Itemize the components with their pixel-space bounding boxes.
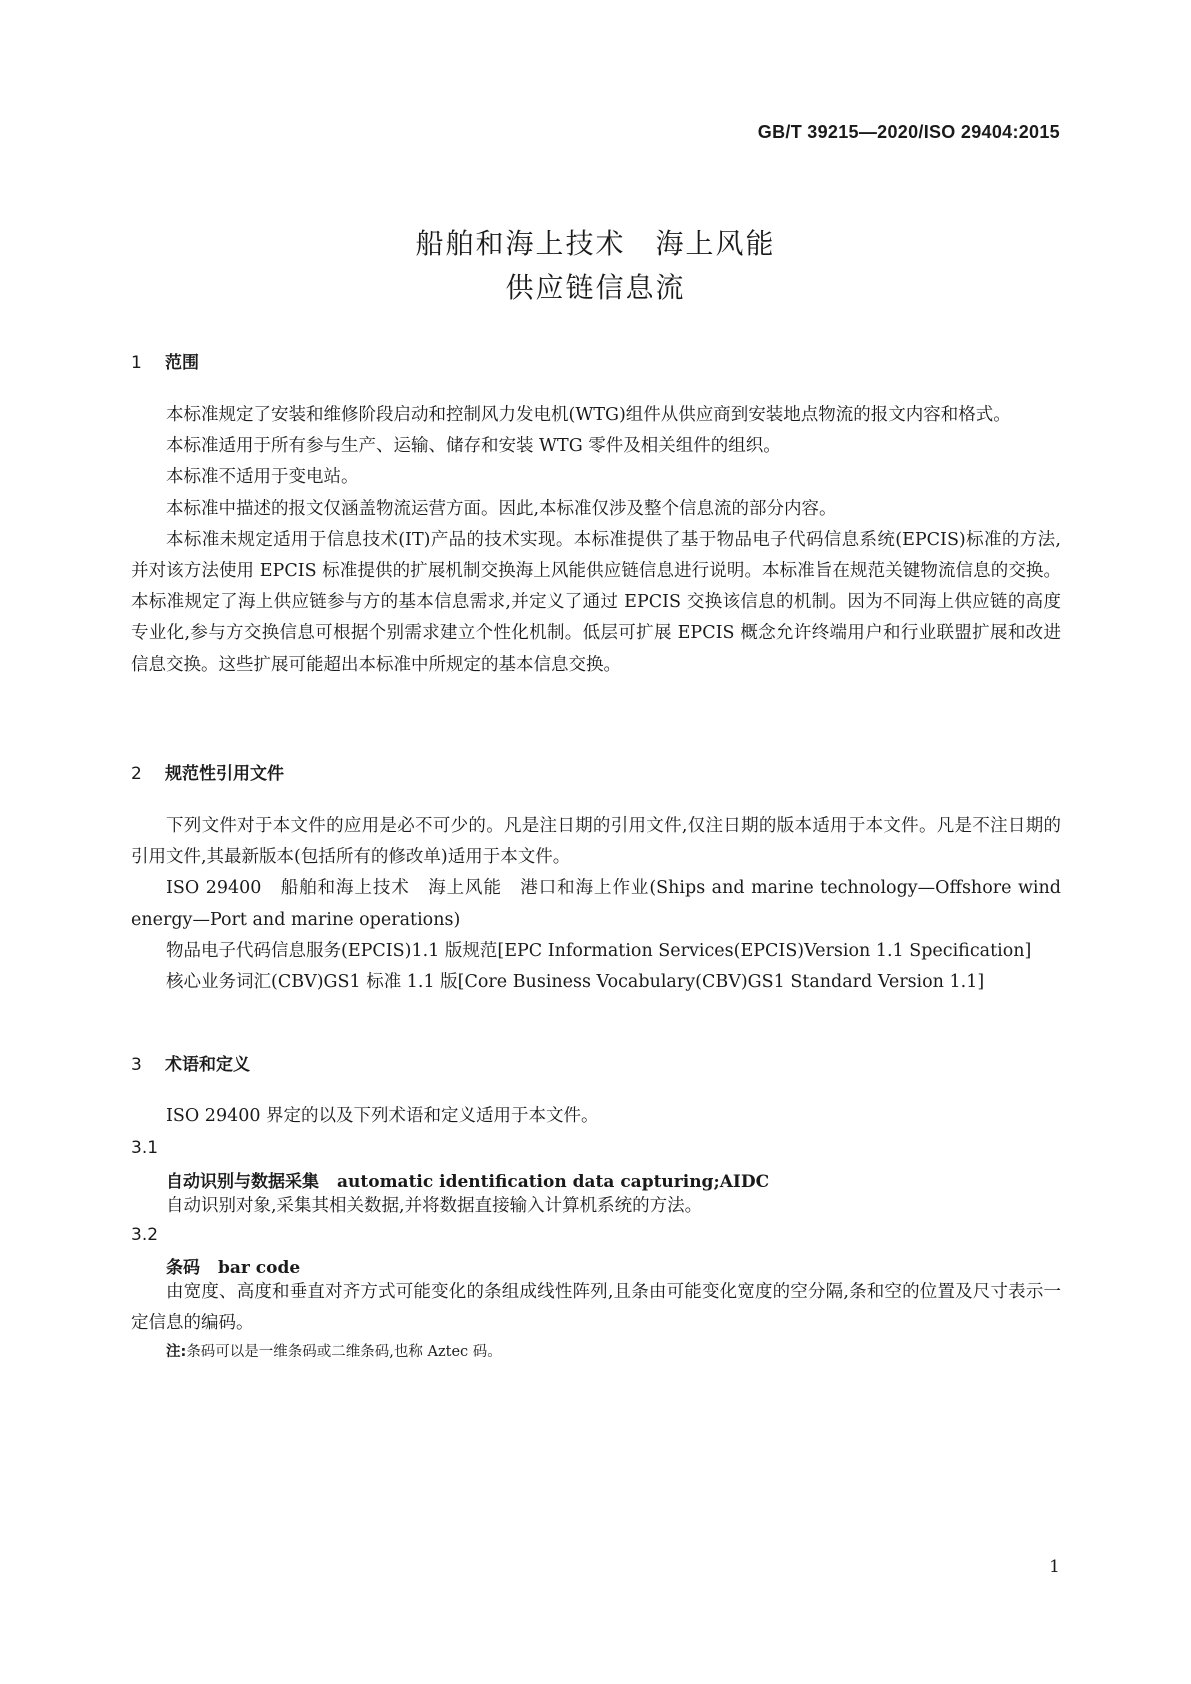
term-definition bbox=[131, 1191, 1061, 1222]
term-entry bbox=[166, 1167, 769, 1192]
paragraph: 下列文件对于本文件的应用是必不可少的。凡是注日期的引用文件,仅注日期的版本适用于本文件。凡是不注日期的引用文件,其最新版本(包括所有的修改单)适用于本文件。 bbox=[131, 816, 1061, 868]
term-definition bbox=[131, 1277, 1061, 1339]
section-title: 术语和定义 bbox=[165, 1055, 250, 1075]
section-number: 3 bbox=[131, 1055, 142, 1075]
definition: 由宽度、高度和垂直对齐方式可能变化的条组成线性阵列,且条由可能变化宽度的空分隔,条和空的位置及尺寸表示一定信息的编码。 bbox=[131, 1282, 1061, 1334]
definition: 自动识别对象,采集其相关数据,并将数据直接输入计算机系统的方法。 bbox=[166, 1196, 703, 1216]
term-entry bbox=[166, 1253, 300, 1278]
term-zh: 条码 bbox=[166, 1258, 200, 1278]
paragraph: 本标准不适用于变电站。 bbox=[166, 467, 359, 488]
term-note bbox=[166, 1340, 502, 1361]
reference-item: ISO 29400 船舶和海上技术 海上风能 港口和海上作业(Ships and marine technology—Offshore wind energy—Port and marine operations) bbox=[131, 878, 1061, 930]
paragraph: 本标准未规定适用于信息技术(IT)产品的技术实现。本标准提供了基于物品电子代码信息系统(EPCIS)标准的方法,并对该方法使用 EPCIS 标准提供的扩展机制交换海上风能供应链信息进行说明。本标准旨在规范关键物流信息的交换。本标准规定了海上供应链参与方的基本信息需求,并定义了通过 EPCIS 交换该信息的机制。因为不同海上供应链的高度专业化,参与方交换信息可根据个别需求建立个性化机制。低层可扩展 EPCIS 概念允许终端用户和行业联盟扩展和改进信息交换。这些扩展可能超出本标准中所规定的基本信息交换。 bbox=[131, 529, 1061, 675]
section-number: 2 bbox=[131, 764, 142, 784]
reference-item: 核心业务词汇(CBV)GS1 标准 1.1 版[Core Business Vocabulary(CBV)GS1 Standard Version 1.1] bbox=[166, 972, 985, 993]
term-en: bar code bbox=[218, 1258, 301, 1278]
paragraph: 本标准中描述的报文仅涵盖物流运营方面。因此,本标准仅涉及整个信息流的部分内容。 bbox=[166, 498, 837, 519]
term-en: automatic identification data capturing;AIDC bbox=[337, 1172, 770, 1192]
note-text: 条码可以是一维条码或二维条码,也称 Aztec 码。 bbox=[186, 1344, 502, 1360]
section-2-heading bbox=[131, 759, 284, 784]
term-zh: 自动识别与数据采集 bbox=[166, 1172, 319, 1192]
section-3-intro bbox=[131, 1101, 1061, 1132]
note-label: 注: bbox=[166, 1344, 187, 1360]
document-title-line2: 供应链信息流 bbox=[505, 271, 686, 304]
paragraph: 本标准规定了安装和维修阶段启动和控制风力发电机(WTG)组件从供应商到安装地点物流的报文内容和格式。 bbox=[166, 405, 1011, 425]
reference-item: 物品电子代码信息服务(EPCIS)1.1 版规范[EPC Information Services(EPCIS)Version 1.1 Specification] bbox=[166, 940, 1032, 961]
document-title-line1: 船舶和海上技术 海上风能 bbox=[415, 227, 776, 260]
section-1-heading bbox=[131, 348, 199, 373]
section-title: 规范性引用文件 bbox=[165, 764, 284, 784]
section-number: 1 bbox=[131, 353, 142, 373]
standard-code: GB/T 39215—2020/ISO 29404:2015 bbox=[757, 122, 1060, 142]
term-number: 3.1 bbox=[131, 1138, 159, 1158]
page-number: 1 bbox=[1049, 1557, 1060, 1577]
term-number: 3.2 bbox=[131, 1225, 159, 1245]
section-2-body bbox=[131, 811, 1061, 998]
paragraph: 本标准适用于所有参与生产、运输、储存和安装 WTG 零件及相关组件的组织。 bbox=[166, 436, 781, 457]
paragraph: ISO 29400 界定的以及下列术语和定义适用于本文件。 bbox=[166, 1106, 599, 1126]
section-3-heading bbox=[131, 1050, 250, 1075]
section-title: 范围 bbox=[165, 353, 199, 373]
section-1-body bbox=[131, 400, 1061, 681]
